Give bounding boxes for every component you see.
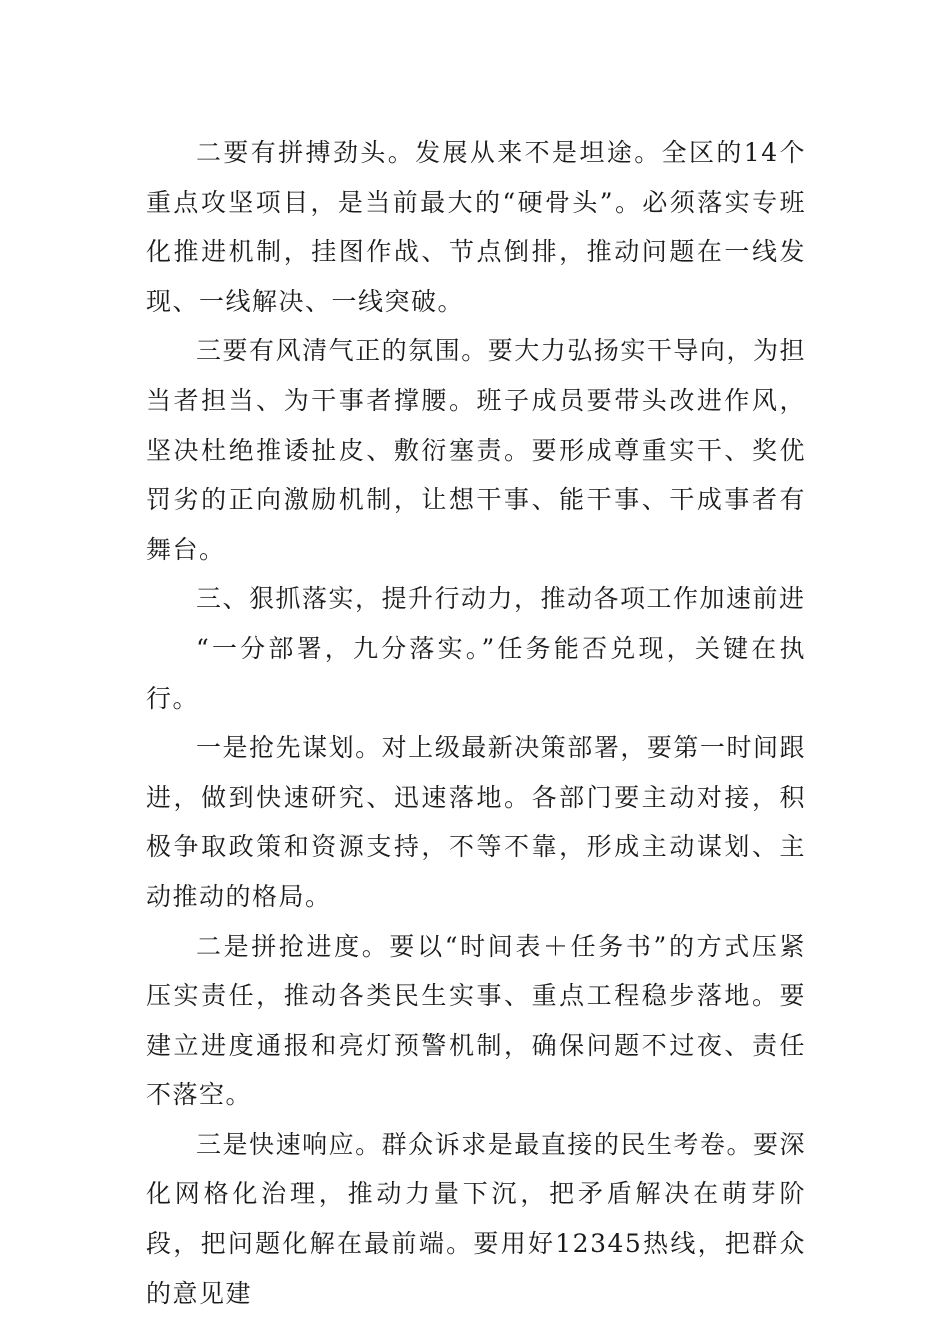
- document-body: [146, 128, 806, 1318]
- paragraph-progress: 二是拼抢进度。要以“时间表＋任务书”的方式压紧压实责任，推动各类民生实事、重点工程稳步落地。要建立进度通报和亮灯预警机制，确保问题不过夜、责任不落空。: [146, 931, 806, 1110]
- paragraph-response: 三是快速响应。群众诉求是最直接的民生考卷。要深化网格化治理，推动力量下沉，把矛盾解决在萌芽阶段，把问题化解在最前端。要用好12345热线，把群众的意见建: [146, 1129, 806, 1308]
- paragraph-quote: “一分部署，九分落实。”任务能否兑现，关键在执行。: [146, 633, 806, 713]
- paragraph-hard-work: 二要有拼搏劲头。发展从来不是坦途。全区的14个重点攻坚项目，是当前最大的“硬骨头”。必须落实专班化推进机制，挂图作战、节点倒排，推动问题在一线发现、一线解决、一线突破。: [146, 138, 806, 316]
- paragraph-planning: 一是抢先谋划。对上级最新决策部署，要第一时间跟进，做到快速研究、迅速落地。各部门要主动对接，积极争取政策和资源支持，不等不靠，形成主动谋划、主动推动的格局。: [146, 733, 806, 911]
- paragraph-integrity: 三要有风清气正的氛围。要大力弘扬实干导向，为担当者担当、为干事者撑腰。班子成员要带头改进作风，坚决杜绝推诿扯皮、敷衍塞责。要形成尊重实干、奖优罚劣的正向激励机制，让想干事、能干事、干成事者有舞台。: [146, 336, 806, 564]
- section-heading-implementation: 三、狠抓落实，提升行动力，推动各项工作加速前进: [196, 584, 806, 614]
